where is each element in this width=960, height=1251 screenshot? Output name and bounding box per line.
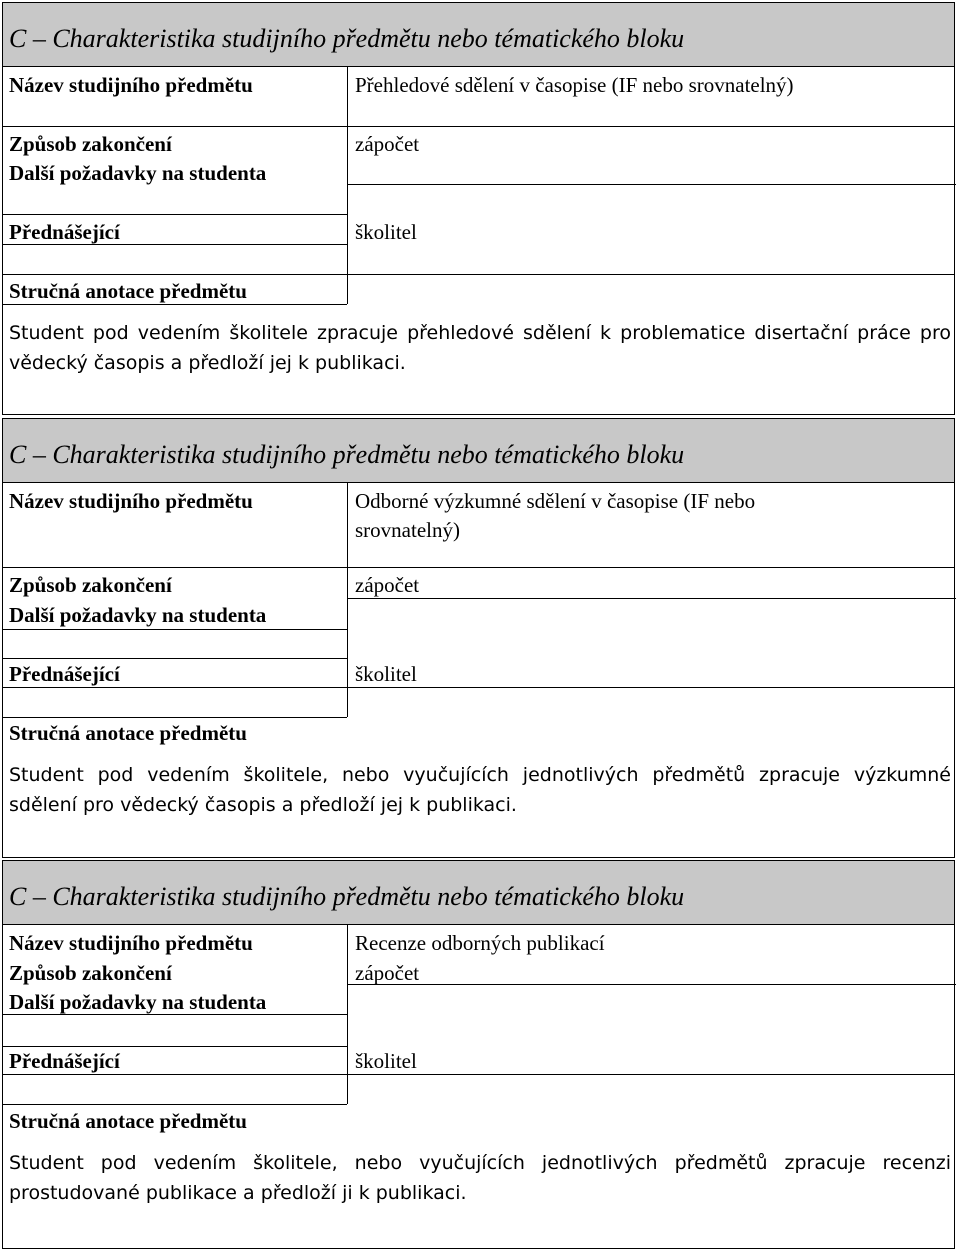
course-name-value: Recenze odborných publikací [355,931,605,955]
course-name-value-line-1: Odborné výzkumné sdělení v časopise (IF nebo [355,489,756,513]
requirements-label: Další požadavky na studenta [9,990,267,1014]
completion-value: zápočet [355,961,420,985]
lecturer-label: Přednášející [9,662,120,686]
section-header [3,3,954,67]
course-name-value: Přehledové sdělení v časopise (IF nebo srovnatelný) [355,73,794,97]
course-name-label: Název studijního předmětu [9,73,253,97]
lecturer-value: školitel [355,662,417,686]
annotation-label: Stručná anotace předmětu [9,721,247,745]
course-block-2 [2,418,955,858]
lecturer-value: školitel [355,220,417,244]
requirements-label: Další požadavky na studenta [9,603,267,627]
completion-value: zápočet [355,132,420,156]
annotation-text: Student pod vedením školitele, nebo vyučujících jednotlivých předmětů zpracuje výzkumné sdělení pro vědecký časopis a předloží jej k publikaci. [9,764,951,816]
completion-value: zápočet [355,573,420,597]
annotation-label: Stručná anotace předmětu [9,1109,247,1133]
annotation-label: Stručná anotace předmětu [9,279,247,303]
section-title: C – Charakteristika studijního předmětu nebo tématického bloku [9,24,685,53]
course-block-1 [2,2,955,415]
annotation-text: Student pod vedením školitele, nebo vyučujících jednotlivých předmětů zpracuje recenzi prostudované publikace a předloží ji k publikaci. [9,1152,951,1204]
completion-label: Způsob zakončení [9,132,172,156]
course-name-label: Název studijního předmětu [9,489,253,513]
section-title: C – Charakteristika studijního předmětu nebo tématického bloku [9,440,685,469]
course-block-3 [2,860,955,1249]
lecturer-value: školitel [355,1049,417,1073]
section-title: C – Charakteristika studijního předmětu nebo tématického bloku [9,882,685,911]
lecturer-label: Přednášející [9,220,120,244]
section-header [3,861,954,925]
completion-label: Způsob zakončení [9,961,172,985]
annotation-text: Student pod vedením školitele zpracuje přehledové sdělení k problematice disertační práce pro vědecký časopis a předloží jej k publikaci. [9,322,951,374]
section-header [3,419,954,483]
completion-label: Způsob zakončení [9,573,172,597]
course-name-label: Název studijního předmětu [9,931,253,955]
course-name-value-line-2: srovnatelný) [355,518,460,542]
requirements-label: Další požadavky na studenta [9,161,267,185]
lecturer-label: Přednášející [9,1049,120,1073]
